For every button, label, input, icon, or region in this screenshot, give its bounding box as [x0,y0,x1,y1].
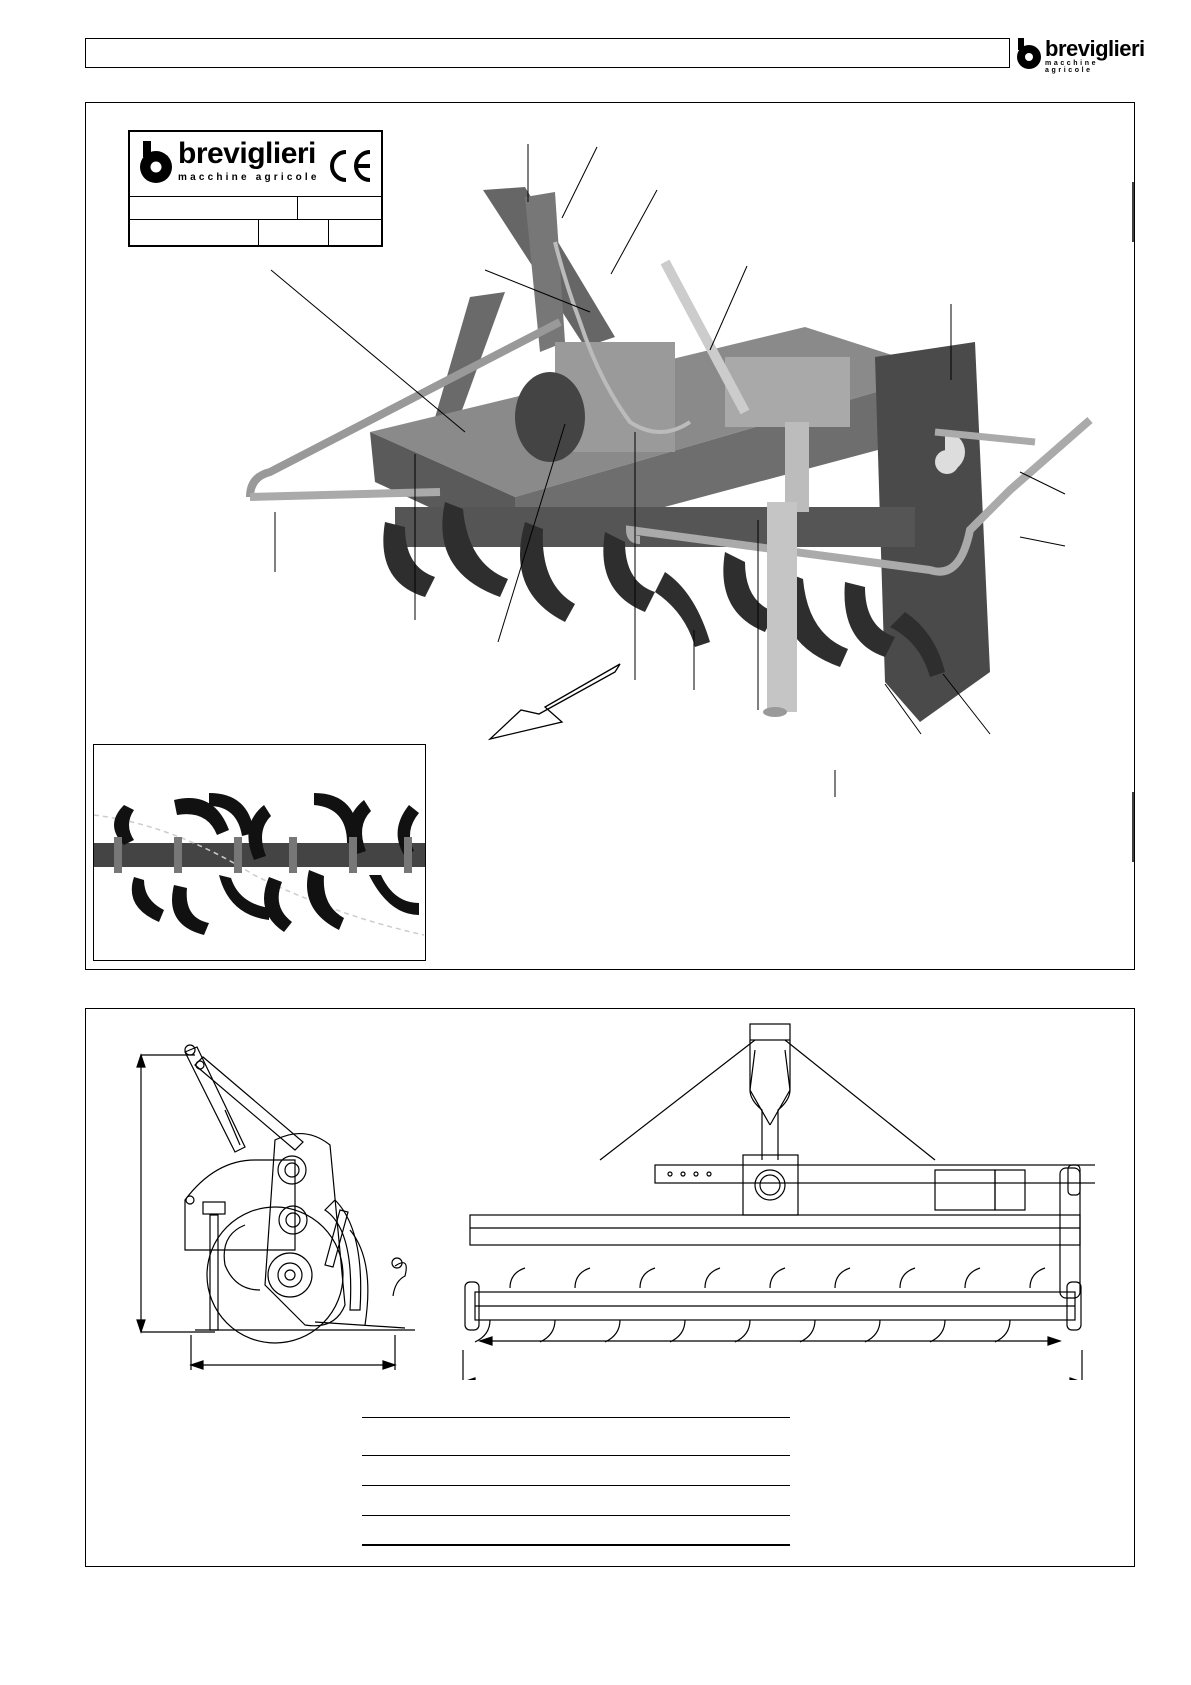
table-rule-top [362,1417,790,1418]
brand-logo-icon [1015,38,1045,70]
tiller-body [250,187,1090,722]
rotor-detail-image [94,745,426,961]
direction-arrow [490,664,620,739]
rotor-detail-inset [93,744,426,961]
side-view-drawing [125,1030,425,1400]
table-rule-row-1 [362,1485,790,1486]
plate-brand-tagline: macchine agricole [178,172,320,183]
table-rule-bottom [362,1544,790,1546]
header-title-bar [85,38,1010,68]
specifications-table [362,1417,790,1547]
front-view-drawing [455,1020,1095,1380]
header-brand-name: breviglieri [1045,36,1145,61]
plate-brand-name: breviglieri [178,137,316,170]
header-brand-tagline: macchine agricole [1045,60,1099,74]
header-logo [1015,36,1145,74]
table-rule-header [362,1455,790,1456]
table-rule-row-2 [362,1515,790,1516]
